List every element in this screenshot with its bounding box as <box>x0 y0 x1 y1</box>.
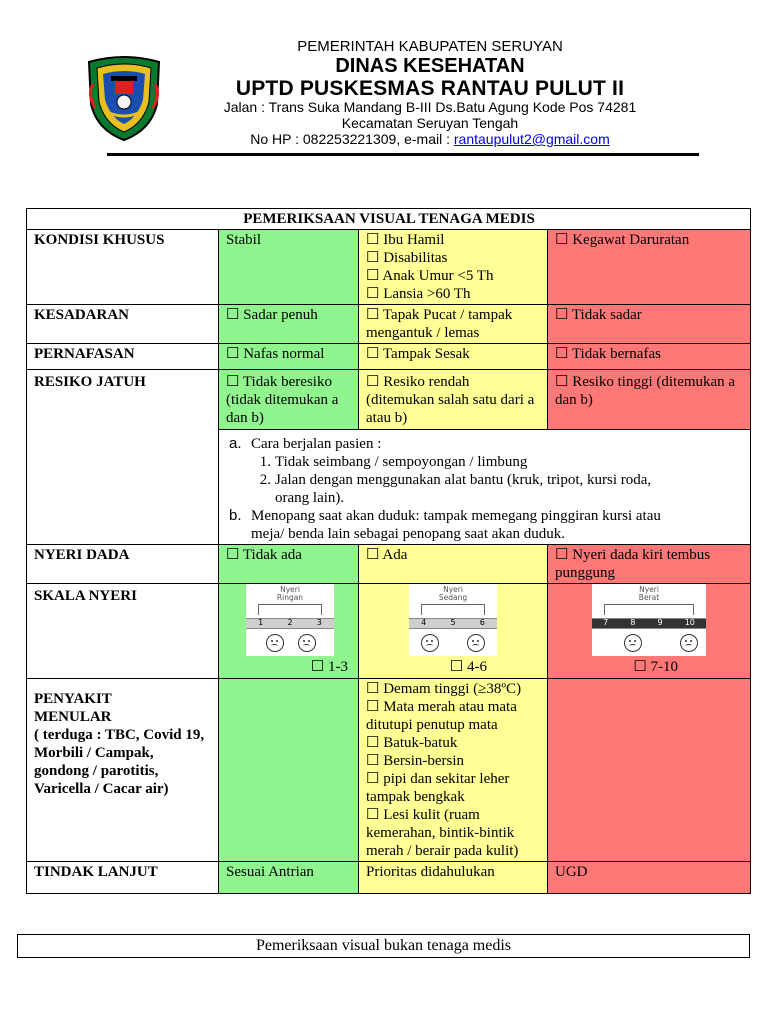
kondisi-yellow-options <box>359 230 548 305</box>
label-penyakit <box>27 679 219 862</box>
email-link[interactable]: rantaupulut2@gmail.com <box>453 131 610 147</box>
penyakit-yellow-options <box>359 679 548 862</box>
scale-num: 3 <box>316 618 322 627</box>
scale-num: 2 <box>287 618 293 627</box>
seruyan-regency-logo <box>85 54 163 142</box>
row-nyeri-dada <box>27 545 751 584</box>
scale-num: 6 <box>479 618 485 627</box>
scale-mild-title2: Ringan <box>276 593 304 602</box>
label-kondisi: KONDISI KHUSUS <box>27 230 219 305</box>
criteria-a2-line1: Jalan dengan menggunakan alat bantu (kruk, tripot, kursi roda, <box>275 472 652 488</box>
severe-face-icon <box>624 634 642 652</box>
option-resiko-tinggi[interactable]: ☐ Resiko tinggi (ditemukan a dan b) <box>548 370 751 430</box>
option-ada[interactable]: ☐ Ada <box>359 545 548 584</box>
criteria-b-marker: b. <box>229 507 242 524</box>
row-resiko-criteria <box>27 430 751 545</box>
option-skala-1-3[interactable]: ☐ 1-3 <box>310 659 348 675</box>
skala-sedang-cell <box>359 584 548 679</box>
label-penyakit-line2: MENULAR <box>34 708 112 725</box>
label-resiko: RESIKO JATUH <box>27 370 219 430</box>
contact-prefix: No HP : 082253221309, e-mail : <box>250 131 454 147</box>
penyakit-green-empty <box>219 679 359 862</box>
scale-num: 9 <box>657 618 663 627</box>
option-demam[interactable]: ☐ Demam tinggi (≥38ºC) <box>366 681 522 697</box>
scale-num: 10 <box>684 618 695 627</box>
kondisi-stabil: Stabil <box>219 230 359 305</box>
row-penyakit-menular <box>27 679 751 862</box>
option-pipi-bengkak[interactable]: ☐ pipi dan sekitar leher tampak bengkak <box>366 771 510 805</box>
header-district: Kecamatan Seruyan Tengah <box>341 115 519 131</box>
scale-num: 7 <box>603 618 609 627</box>
row-skala-nyeri <box>27 584 751 679</box>
criteria-a2-line2: orang lain). <box>275 490 345 506</box>
mild-face-icon <box>298 634 316 652</box>
header-contact <box>170 131 690 147</box>
row-pernafasan <box>27 344 751 370</box>
label-kesadaran: KESADARAN <box>27 305 219 344</box>
option-lesi-kulit[interactable]: ☐ Lesi kulit (ruam kemerahan, bintik-bintik merah / berair pada kulit) <box>366 807 519 859</box>
tindak-prioritas: Prioritas didahulukan <box>359 862 548 894</box>
mild-face-icon <box>266 634 284 652</box>
criteria-b-line2: meja/ benda lain sebagai penopang saat akan duduk. <box>251 526 566 542</box>
row-resiko-jatuh <box>27 370 751 430</box>
skala-ringan-cell <box>219 584 359 679</box>
label-pernafasan: PERNAFASAN <box>27 344 219 370</box>
pain-scale-mild-image <box>246 584 334 656</box>
header-government: PEMERINTAH KABUPATEN SERUYAN <box>297 38 563 55</box>
option-batuk[interactable]: ☐ Batuk-batuk <box>366 735 458 751</box>
header-agency: DINAS KESEHATAN <box>335 55 525 77</box>
scale-moderate-title2: Sedang <box>438 593 468 602</box>
skala-berat-cell <box>548 584 751 679</box>
resiko-criteria <box>219 430 751 545</box>
header-divider <box>107 153 699 156</box>
label-nyeri-dada: NYERI DADA <box>27 545 219 584</box>
label-penyakit-line1: PENYAKIT <box>34 690 112 707</box>
footer-non-medical: Pemeriksaan visual bukan tenaga medis <box>17 934 750 958</box>
pain-scale-moderate-image <box>409 584 497 656</box>
moderate-face-icon <box>421 634 439 652</box>
option-skala-4-6[interactable]: ☐ 4-6 <box>449 659 487 675</box>
label-tindak-lanjut: TINDAK LANJUT <box>27 862 219 894</box>
scale-mild-title1: Nyeri <box>280 585 300 594</box>
criteria-a-text: Cara berjalan pasien : <box>251 436 382 452</box>
header-address: Jalan : Trans Suka Mandang B-III Ds.Batu Agung Kode Pos 74281 <box>223 99 637 115</box>
row-kesadaran <box>27 305 751 344</box>
option-mata-merah[interactable]: ☐ Mata merah atau mata ditutupi penutup mata <box>366 699 517 733</box>
option-nyeri-dada-kiri[interactable]: ☐ Nyeri dada kiri tembus punggung <box>548 545 751 584</box>
criteria-a2-num: 2. <box>259 472 271 488</box>
criteria-a-marker: a. <box>229 435 242 452</box>
option-tidak-bernafas[interactable]: ☐ Tidak bernafas <box>548 344 751 370</box>
option-tampak-sesak[interactable]: ☐ Tampak Sesak <box>359 344 548 370</box>
severe-face-icon <box>680 634 698 652</box>
scale-num: 1 <box>258 618 264 627</box>
criteria-a1: Tidak seimbang / sempoyongan / limbung <box>275 454 528 470</box>
scale-num: 4 <box>421 618 427 627</box>
scale-num: 5 <box>450 618 456 627</box>
pain-scale-severe-image <box>592 584 706 656</box>
tindak-ugd: UGD <box>548 862 751 894</box>
resiko-label-spacer <box>27 430 219 545</box>
option-resiko-rendah[interactable]: ☐ Resiko rendah (ditemukan salah satu dari a atau b) <box>359 370 548 430</box>
scale-num: 8 <box>630 618 636 627</box>
option-kegawat-daruratan[interactable]: ☐ Kegawat Daruratan <box>548 230 751 305</box>
penyakit-red-empty <box>548 679 751 862</box>
option-tidak-beresiko[interactable]: ☐ Tidak beresiko (tidak ditemukan a dan b) <box>219 370 359 430</box>
visual-exam-table <box>26 208 751 894</box>
label-penyakit-detail: ( terduga : TBC, Covid 19, Morbili / Campak, gondong / parotitis, Varicella / Cacar air) <box>34 726 205 797</box>
scale-moderate-title1: Nyeri <box>443 585 463 594</box>
option-skala-7-10[interactable]: ☐ 7-10 <box>633 659 679 675</box>
tindak-sesuai-antrian: Sesuai Antrian <box>219 862 359 894</box>
option-tidak-ada[interactable]: ☐ Tidak ada <box>219 545 359 584</box>
criteria-a1-num: 1. <box>259 454 271 470</box>
option-ibu-hamil[interactable]: ☐ Ibu Hamil <box>366 232 445 248</box>
header-puskesmas: UPTD PUSKESMAS RANTAU PULUT II <box>235 77 625 100</box>
option-nafas-normal[interactable]: ☐ Nafas normal <box>219 344 359 370</box>
table-title: PEMERIKSAAN VISUAL TENAGA MEDIS <box>27 209 751 230</box>
option-sadar-penuh[interactable]: ☐ Sadar penuh <box>219 305 359 344</box>
option-anak[interactable]: ☐ Anak Umur <5 Th <box>366 268 494 284</box>
option-bersin[interactable]: ☐ Bersin-bersin <box>366 753 465 769</box>
moderate-face-icon <box>467 634 485 652</box>
label-skala-nyeri: SKALA NYERI <box>27 584 219 679</box>
option-lansia[interactable]: ☐ Lansia >60 Th <box>366 286 471 302</box>
scale-severe-title1: Nyeri <box>639 585 659 594</box>
option-tampak-pucat[interactable]: ☐ Tapak Pucat / tampak mengantuk / lemas <box>359 305 548 344</box>
scale-severe-title2: Berat <box>638 593 660 602</box>
row-kondisi-khusus <box>27 230 751 305</box>
option-disabilitas[interactable]: ☐ Disabilitas <box>366 250 448 266</box>
option-tidak-sadar[interactable]: ☐ Tidak sadar <box>548 305 751 344</box>
criteria-b-line1: Menopang saat akan duduk: tampak memegang pinggiran kursi atau <box>251 508 661 524</box>
row-tindak-lanjut <box>27 862 751 894</box>
